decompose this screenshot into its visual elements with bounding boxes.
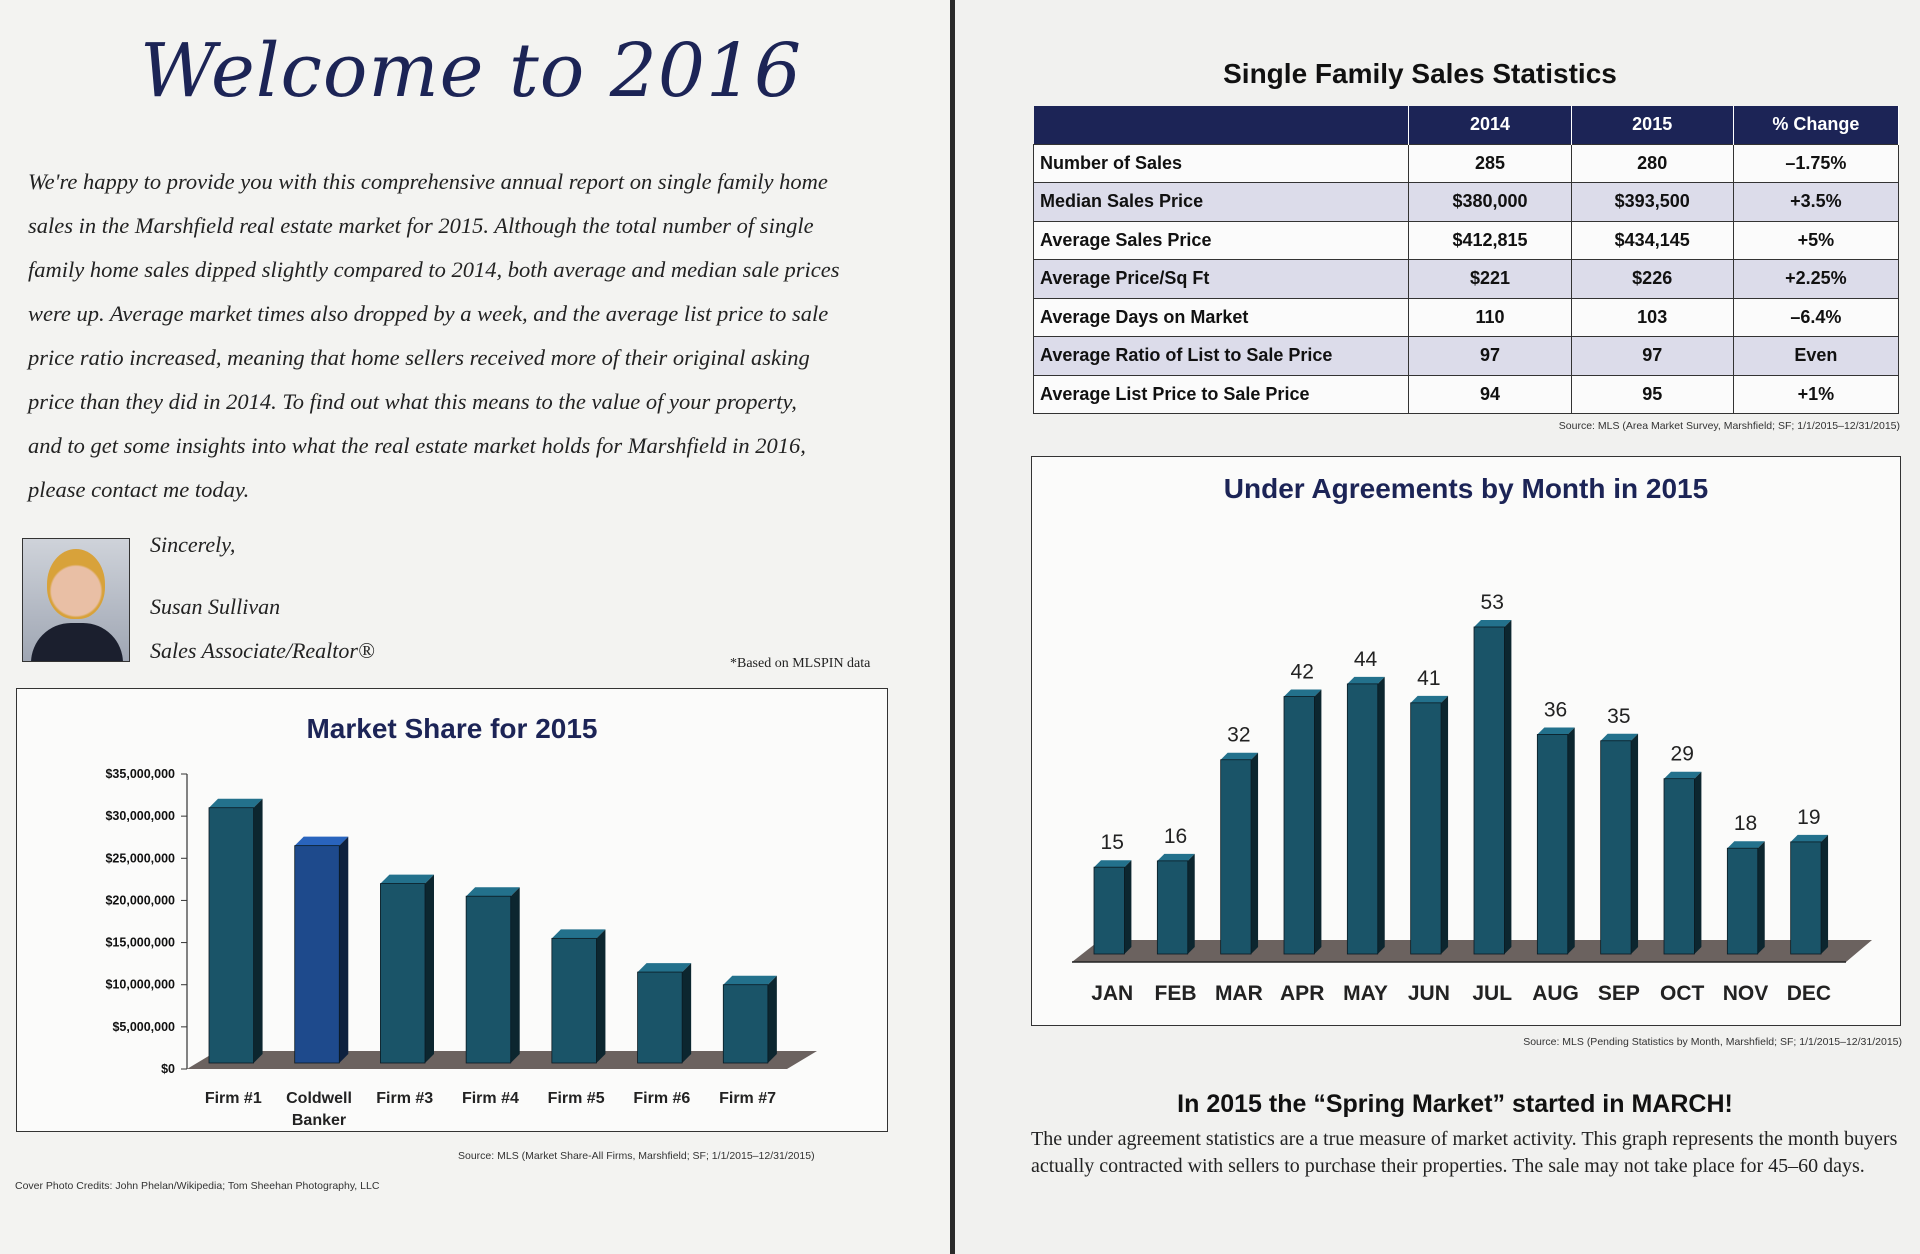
bar xyxy=(209,808,254,1063)
x-tick-label: APR xyxy=(1280,982,1325,1005)
y-tick-label: $5,000,000 xyxy=(112,1019,175,1034)
x-tick-label: Banker xyxy=(291,1112,347,1129)
y-tick-label: $10,000,000 xyxy=(105,977,175,992)
bar-side xyxy=(1378,677,1385,954)
bar-top xyxy=(295,837,349,846)
value-2014: 285 xyxy=(1409,144,1571,183)
table-header-row xyxy=(1034,106,1899,144)
x-tick-label: FEB xyxy=(1154,982,1197,1005)
row-label: Median Sales Price xyxy=(1034,183,1409,222)
cover-credits: Cover Photo Credits: John Phelan/Wikipedia; Tom Sheehan Photography, LLC xyxy=(15,1180,380,1192)
bar-side xyxy=(1441,696,1448,954)
row-label: Number of Sales xyxy=(1034,144,1409,183)
bar-side xyxy=(1821,835,1828,954)
market-share-plot xyxy=(17,689,885,1129)
bar-side xyxy=(1314,690,1321,954)
x-tick-label: Firm #4 xyxy=(461,1090,519,1107)
bar-side xyxy=(1124,860,1131,954)
bar xyxy=(1791,842,1821,954)
bar xyxy=(1537,734,1567,954)
value-2015: $434,145 xyxy=(1571,221,1733,260)
x-tick-label: AUG xyxy=(1532,982,1579,1005)
data-label: 35 xyxy=(1607,704,1631,728)
data-label: 15 xyxy=(1100,831,1124,855)
value-2015: $226 xyxy=(1571,260,1733,299)
bar xyxy=(723,985,768,1063)
under-agreements-plot xyxy=(1032,457,1898,1023)
data-label: 32 xyxy=(1227,723,1251,747)
agreements-explanation: The under agreement statistics are a true measure of market activity. This graph represents the month buyers actually contracted with sellers to purchase their properties. The sale may not take place for 45–60 days. xyxy=(1031,1128,1898,1177)
bar xyxy=(1221,760,1251,954)
bar xyxy=(295,846,340,1063)
bar-top xyxy=(723,976,777,985)
percent-change: –1.75% xyxy=(1733,144,1898,183)
x-tick-label: Firm #7 xyxy=(719,1090,777,1107)
value-2015: $393,500 xyxy=(1571,183,1733,222)
x-tick-label: Firm #5 xyxy=(547,1090,605,1107)
bar-top xyxy=(380,875,434,884)
x-tick-label: Firm #3 xyxy=(376,1090,434,1107)
intro-paragraph xyxy=(28,160,890,512)
intro-line: please contact me today. xyxy=(28,477,250,502)
bar-side xyxy=(1504,620,1511,954)
x-tick-label: JAN xyxy=(1091,982,1134,1005)
table-row xyxy=(1034,221,1899,260)
table-row xyxy=(1034,337,1899,376)
bar xyxy=(1474,627,1504,954)
x-tick-label: OCT xyxy=(1660,982,1705,1005)
bar xyxy=(1727,848,1757,954)
x-tick-label: JUN xyxy=(1407,982,1450,1005)
row-label: Average Sales Price xyxy=(1034,221,1409,260)
table-row xyxy=(1034,375,1899,414)
y-tick-label: $35,000,000 xyxy=(105,767,175,781)
x-tick-label: DEC xyxy=(1786,982,1832,1005)
intro-line: and to get some insights into what the real estate market holds for Marshfield in 2016, xyxy=(28,433,806,458)
x-tick-label: SEP xyxy=(1597,982,1640,1005)
table-title: Single Family Sales Statistics xyxy=(1223,58,1617,89)
x-tick-label: MAY xyxy=(1343,982,1388,1005)
bar-top xyxy=(209,799,263,808)
x-tick-label: JUL xyxy=(1472,982,1513,1005)
table-row xyxy=(1034,144,1899,183)
intro-line: We're happy to provide you with this comprehensive annual report on single family home xyxy=(28,169,828,194)
bar-side xyxy=(1251,753,1258,954)
table-header-blank xyxy=(1034,106,1409,144)
bar-top xyxy=(552,929,606,938)
bar-side xyxy=(1568,727,1575,954)
data-label: 16 xyxy=(1163,824,1188,848)
bar xyxy=(380,884,425,1063)
right-page xyxy=(955,0,1920,1254)
bar xyxy=(1411,703,1441,954)
bar-side xyxy=(511,887,520,1063)
x-tick-label: MAR xyxy=(1214,982,1263,1005)
bar-side xyxy=(768,976,777,1063)
y-tick-label: $20,000,000 xyxy=(105,893,175,908)
bar xyxy=(1664,779,1694,954)
bar xyxy=(1601,741,1631,954)
data-label: 41 xyxy=(1417,666,1441,690)
intro-line: family home sales dipped slightly compared to 2014, both average and median sale prices xyxy=(28,257,840,282)
agreements-source: Source: MLS (Pending Statistics by Month, Marshfield; SF; 1/1/2015–12/31/2015) xyxy=(1523,1036,1902,1048)
y-tick-label: $25,000,000 xyxy=(105,851,175,866)
market-share-source: Source: MLS (Market Share-All Firms, Marshfield; SF; 1/1/2015–12/31/2015) xyxy=(458,1150,815,1162)
row-label: Average Ratio of List to Sale Price xyxy=(1034,337,1409,376)
bar xyxy=(466,896,511,1063)
bar xyxy=(1157,861,1187,954)
row-label: Average Days on Market xyxy=(1034,298,1409,337)
value-2014: $412,815 xyxy=(1409,221,1571,260)
bar-top xyxy=(638,963,692,972)
percent-change: +1% xyxy=(1733,375,1898,414)
bar xyxy=(638,972,683,1063)
intro-line: sales in the Marshfield real estate market for 2015. Although the total number of single xyxy=(28,213,814,238)
market-share-chart xyxy=(16,688,888,1132)
intro-line: were up. Average market times also dropped by a week, and the average list price to sale xyxy=(28,301,829,326)
bar-side xyxy=(682,963,691,1063)
bar-side xyxy=(1188,854,1195,954)
data-label: 44 xyxy=(1353,647,1378,671)
data-label: 19 xyxy=(1797,805,1821,829)
value-2015: 95 xyxy=(1571,375,1733,414)
y-tick-label: $0 xyxy=(161,1062,175,1076)
x-tick-label: NOV xyxy=(1722,982,1769,1005)
bar-side xyxy=(339,837,348,1063)
data-label: 18 xyxy=(1733,812,1758,836)
value-2014: 97 xyxy=(1409,337,1571,376)
table-header-2015: 2015 xyxy=(1571,106,1733,144)
chart-title: Under Agreements by Month in 2015 xyxy=(1223,473,1709,504)
bar xyxy=(1347,684,1377,954)
data-label: 53 xyxy=(1480,591,1504,614)
bar-side xyxy=(596,929,605,1063)
intro-line: price than they did in 2014. To find out what this means to the value of your property, xyxy=(28,389,797,414)
value-2015: 280 xyxy=(1571,144,1733,183)
bar xyxy=(1094,867,1124,954)
agent-photo xyxy=(22,538,130,662)
intro-line: price ratio increased, meaning that home sellers received more of their original asking xyxy=(28,345,810,370)
percent-change: Even xyxy=(1733,337,1898,376)
data-label: 36 xyxy=(1543,698,1568,722)
value-2015: 97 xyxy=(1571,337,1733,376)
row-label: Average List Price to Sale Price xyxy=(1034,375,1409,414)
bar xyxy=(1284,697,1314,954)
sales-statistics-table xyxy=(1033,106,1899,414)
percent-change: +3.5% xyxy=(1733,183,1898,222)
percent-change: –6.4% xyxy=(1733,298,1898,337)
x-tick-label: Firm #6 xyxy=(633,1090,691,1107)
x-tick-label: Coldwell xyxy=(286,1090,352,1107)
percent-change: +5% xyxy=(1733,221,1898,260)
value-2014: $380,000 xyxy=(1409,183,1571,222)
spring-market-headline: In 2015 the “Spring Market” started in MARCH! xyxy=(1177,1090,1733,1118)
value-2014: $221 xyxy=(1409,260,1571,299)
bar-side xyxy=(1694,772,1701,954)
under-agreements-chart xyxy=(1031,456,1901,1026)
table-source: Source: MLS (Area Market Survey, Marshfield; SF; 1/1/2015–12/31/2015) xyxy=(1558,420,1900,432)
table-header-2014: 2014 xyxy=(1409,106,1571,144)
x-tick-label: Firm #1 xyxy=(204,1090,262,1107)
data-label: 29 xyxy=(1670,742,1694,766)
bar-side xyxy=(254,799,263,1063)
bar-side xyxy=(1631,734,1638,954)
agent-title: Sales Associate/Realtor® xyxy=(150,638,375,663)
value-2015: 103 xyxy=(1571,298,1733,337)
data-note: *Based on MLSPIN data xyxy=(730,656,871,671)
value-2014: 110 xyxy=(1409,298,1571,337)
left-page xyxy=(0,0,950,1254)
welcome-title: Welcome to 2016 xyxy=(140,28,803,114)
signoff: Sincerely, xyxy=(150,532,236,557)
bar-side xyxy=(425,875,434,1063)
table-row xyxy=(1034,260,1899,299)
bar-side xyxy=(1758,841,1765,954)
bar-top xyxy=(466,887,520,896)
y-tick-label: $15,000,000 xyxy=(105,935,175,950)
bar xyxy=(552,938,597,1063)
y-tick-label: $30,000,000 xyxy=(105,809,175,824)
table-row xyxy=(1034,183,1899,222)
agent-name: Susan Sullivan xyxy=(150,594,281,619)
chart-title: Market Share for 2015 xyxy=(306,713,598,744)
table-header-change: % Change xyxy=(1733,106,1898,144)
value-2014: 94 xyxy=(1409,375,1571,414)
table-row xyxy=(1034,298,1899,337)
row-label: Average Price/Sq Ft xyxy=(1034,260,1409,299)
data-label: 42 xyxy=(1290,660,1314,684)
percent-change: +2.25% xyxy=(1733,260,1898,299)
